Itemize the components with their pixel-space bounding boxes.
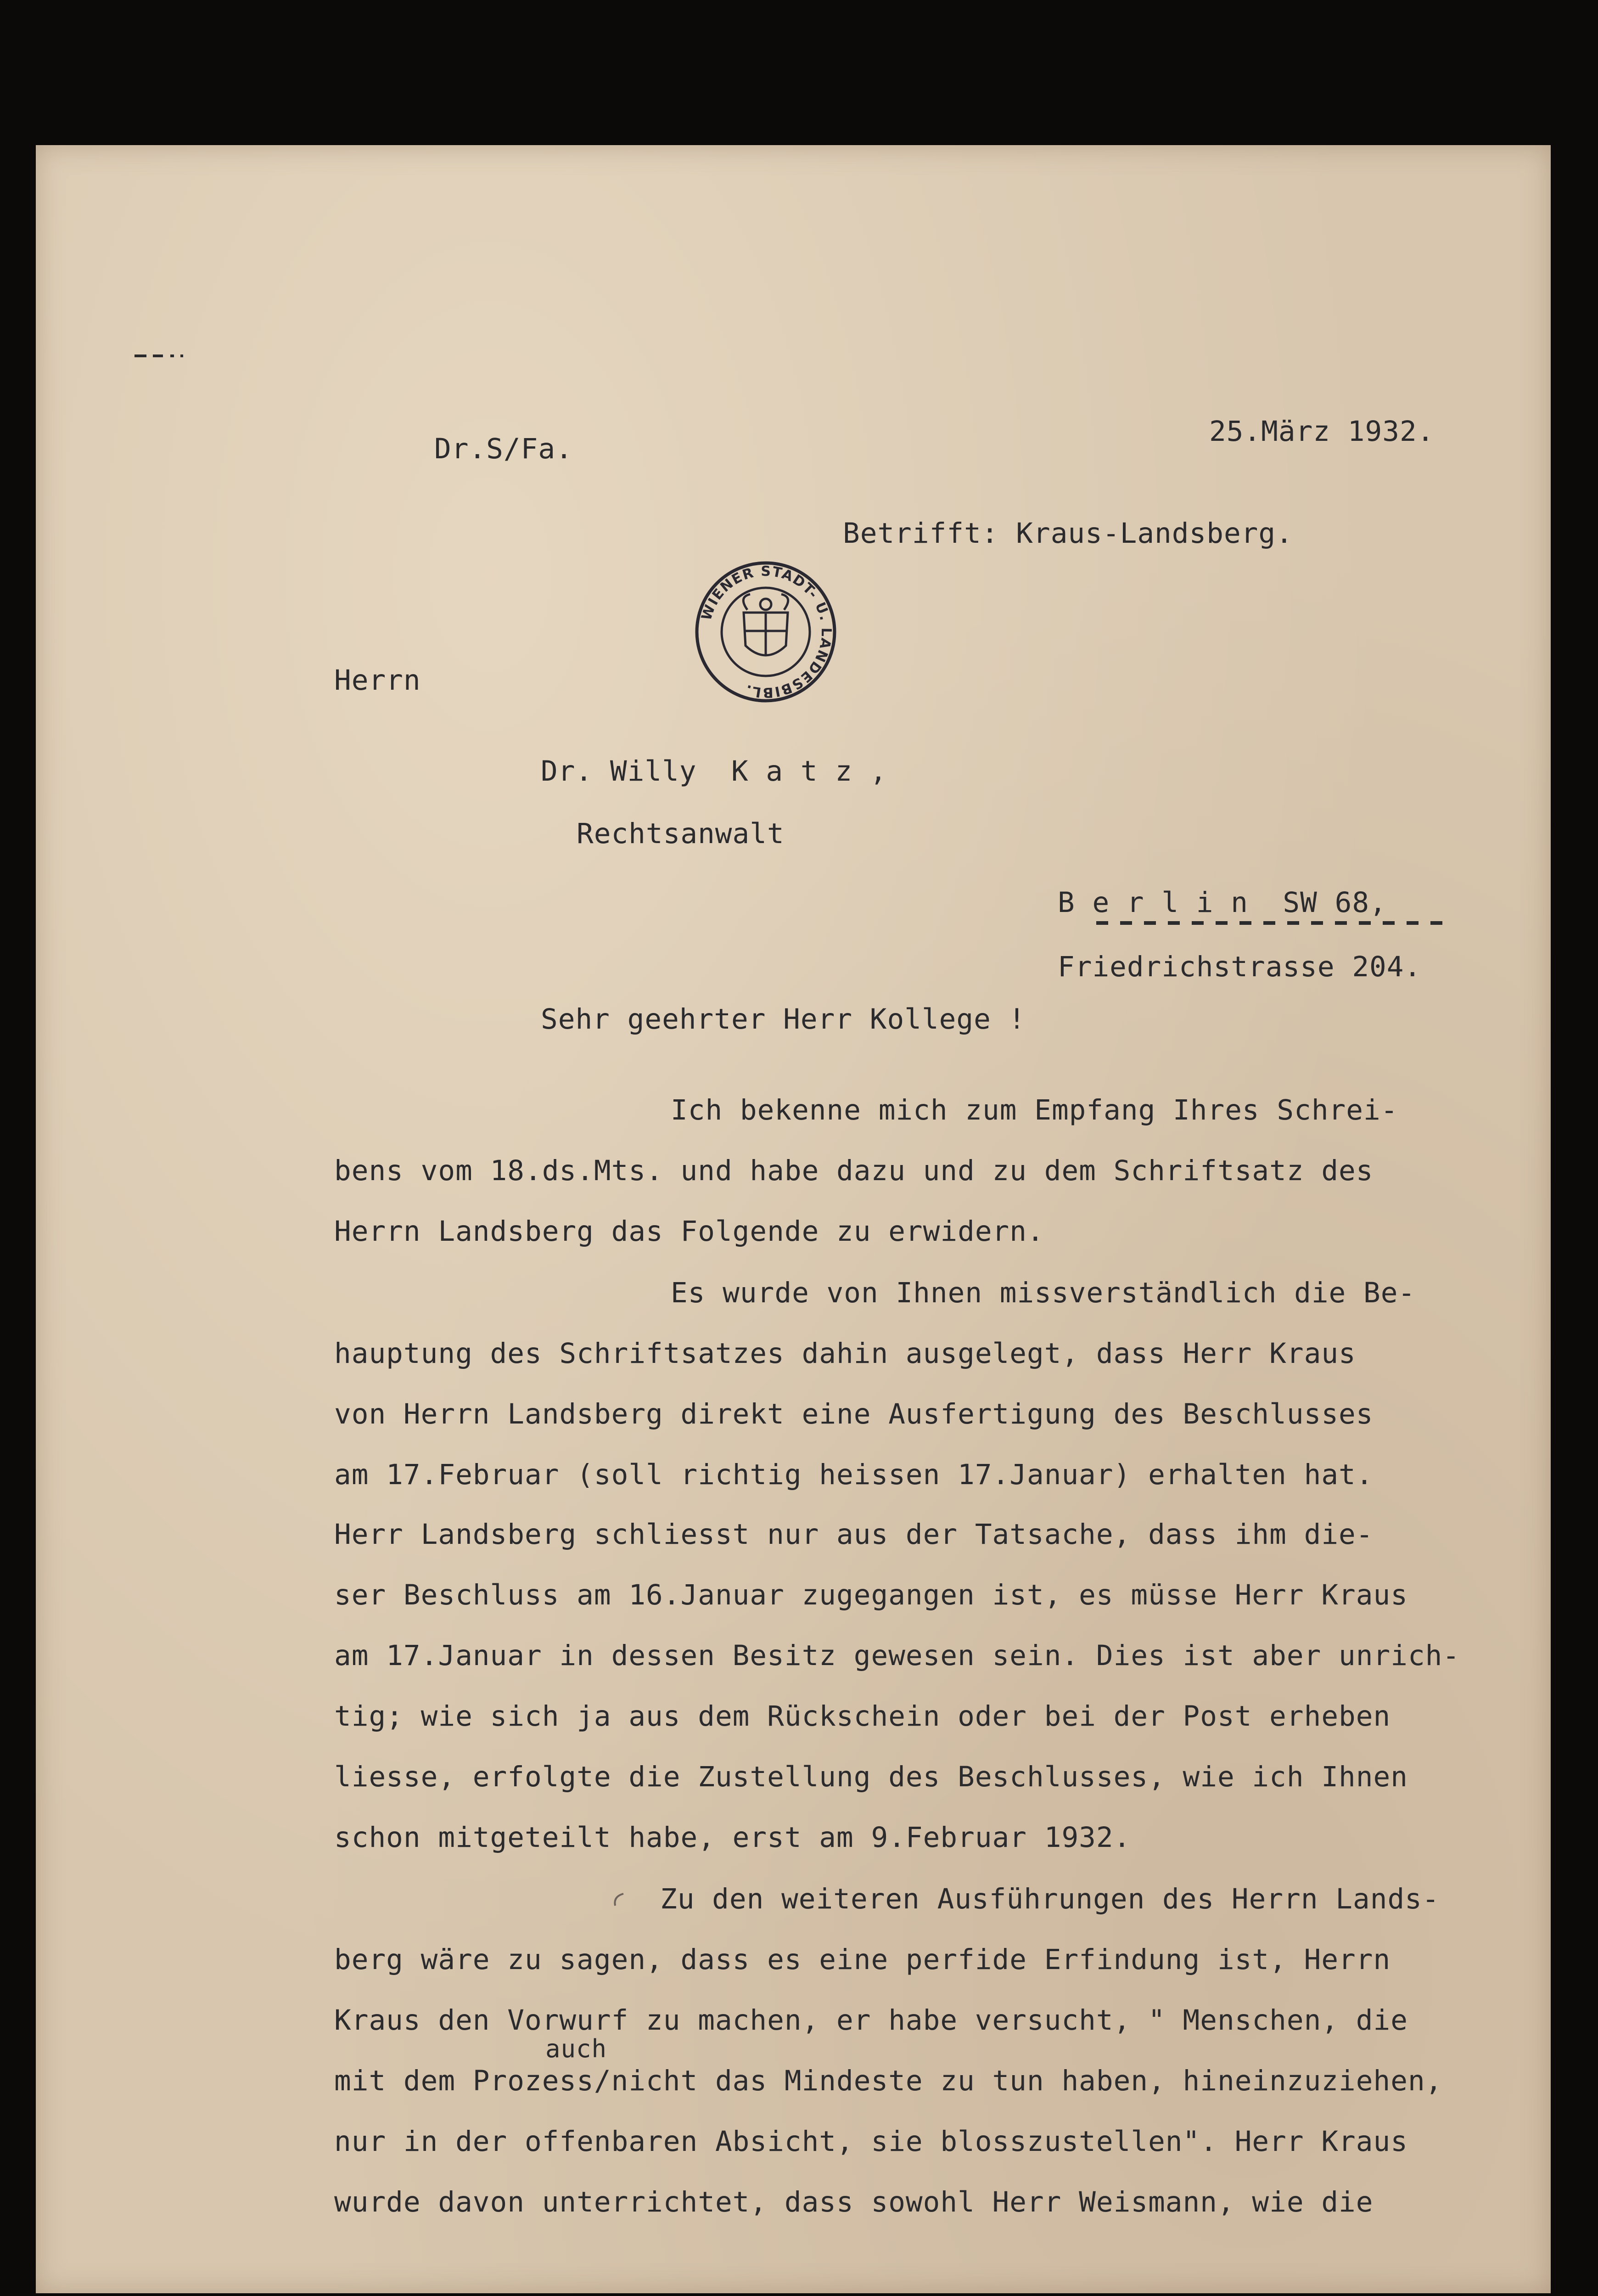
letter-sheet: [36, 145, 1551, 2293]
body-line: ser Beschluss am 16.Januar zugegangen ist, es müsse Herr Kraus: [334, 1579, 1408, 1611]
body-line: Es wurde von Ihnen missverständlich die Be-: [671, 1277, 1416, 1309]
body-line: Herrn Landsberg das Folgende zu erwidern.: [334, 1215, 1044, 1248]
salutation-prefix: Herrn: [334, 664, 421, 697]
body-line: tig; wie sich ja aus dem Rückschein oder bei der Post erheben: [334, 1700, 1391, 1733]
body-line: am 17.Januar in dessen Besitz gewesen sein. Dies ist aber unrich-: [334, 1639, 1460, 1672]
body-line: Zu den weiteren Ausführungen des Herrn Lands-: [660, 1883, 1440, 1915]
top-left-pen-marks: [135, 351, 190, 360]
greeting: Sehr geehrter Herr Kollege !: [541, 1003, 1026, 1035]
stamp-text: WIENER STADT- U. LANDESBIBL.: [698, 563, 835, 701]
body-line: liesse, erfolgte die Zustellung des Beschlusses, wie ich Ihnen: [334, 1761, 1408, 1793]
body-line: bens vom 18.ds.Mts. und habe dazu und zu dem Schriftsatz des: [334, 1154, 1374, 1187]
body-line: hauptung des Schriftsatzes dahin ausgelegt, dass Herr Kraus: [334, 1337, 1356, 1370]
body-line: schon mitgeteilt habe, erst am 9.Februar 1932.: [334, 1821, 1131, 1854]
body-line: Herr Landsberg schliesst nur aus der Tatsache, dass ihm die-: [334, 1518, 1374, 1551]
body-line: berg wäre zu sagen, dass es eine perfide Erfindung ist, Herrn: [334, 1943, 1391, 1976]
body-line: wurde davon unterrichtet, dass sowohl Herr Weismann, wie die: [334, 2186, 1374, 2218]
interlinear-insertion: auch: [545, 2034, 607, 2063]
pencil-mark: [610, 1890, 628, 1908]
library-stamp: [692, 558, 839, 705]
recipient-city: B e r l i n SW 68,: [1058, 886, 1387, 919]
reference-initials: Dr.S/Fa.: [434, 433, 573, 465]
recipient-name: Dr. Willy K a t z ,: [541, 755, 887, 788]
letter-date: 25.März 1932.: [1209, 415, 1435, 448]
body-line: nur in der offenbaren Absicht, sie blosszustellen". Herr Kraus: [334, 2125, 1408, 2158]
body-line: Kraus den Vorwurf zu machen, er habe versucht, " Menschen, die: [334, 2004, 1408, 2037]
body-line: am 17.Februar (soll richtig heissen 17.Januar) erhalten hat.: [334, 1458, 1374, 1491]
body-line: von Herrn Landsberg direkt eine Ausfertigung des Beschlusses: [334, 1398, 1374, 1430]
recipient-title: Rechtsanwalt: [577, 817, 785, 850]
body-line: Ich bekenne mich zum Empfang Ihres Schrei-: [671, 1094, 1398, 1126]
coat-of-arms-icon: [743, 594, 788, 656]
body-line: mit dem Prozess/nicht das Mindeste zu tun haben, hineinzuziehen,: [334, 2065, 1443, 2097]
city-underline: [1096, 921, 1445, 925]
subject-line: Betrifft: Kraus-Landsberg.: [843, 517, 1293, 550]
recipient-street: Friedrichstrasse 204.: [1058, 951, 1422, 983]
